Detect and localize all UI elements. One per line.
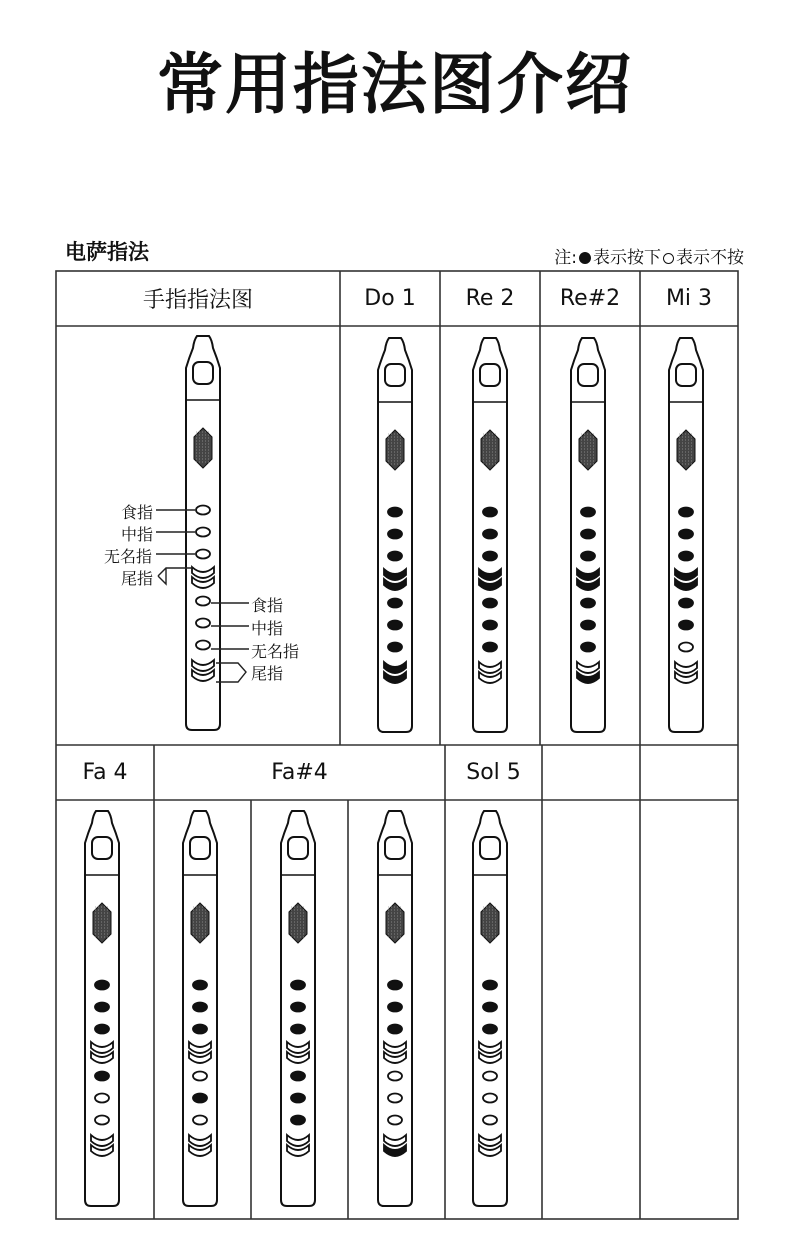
hole-closed-icon: [679, 530, 693, 539]
hole-closed-icon: [388, 599, 402, 608]
hole-closed-icon: [483, 1025, 497, 1034]
label-right-pinky: 尾指: [251, 664, 284, 683]
hole-closed-icon: [679, 599, 693, 608]
hole-open-icon: [388, 1072, 402, 1081]
hole-closed-icon: [679, 552, 693, 561]
header-guide: 手指指法图: [142, 288, 253, 313]
flute-sol5: [473, 811, 507, 1206]
hole-closed-icon: [388, 621, 402, 630]
hole-closed-icon: [193, 1094, 207, 1103]
hole-closed-icon: [193, 981, 207, 990]
hole-open-icon: [679, 643, 693, 652]
section-title: 电萨指法: [65, 240, 149, 264]
hole-closed-icon: [679, 508, 693, 517]
header-fa4: Fa 4: [82, 760, 128, 785]
hole-open-icon: [388, 1094, 402, 1103]
hole-closed-icon: [388, 508, 402, 517]
hole-closed-icon: [291, 1072, 305, 1081]
hole-closed-icon: [483, 530, 497, 539]
hole-closed-icon: [95, 1025, 109, 1034]
hole-closed-icon: [95, 981, 109, 990]
header-fa-sharp4: Fa#4: [271, 760, 328, 785]
hole-open-icon: [483, 1116, 497, 1125]
header-re2: Re 2: [465, 286, 515, 311]
header-empty-2: [640, 745, 738, 800]
hole-open-icon: [196, 619, 210, 628]
hole-closed-icon: [581, 643, 595, 652]
hole-closed-icon: [581, 621, 595, 630]
label-left-pinky: 尾指: [121, 569, 154, 588]
hole-closed-icon: [95, 1003, 109, 1012]
hole-open-icon: [196, 550, 210, 559]
hole-closed-icon: [483, 643, 497, 652]
hole-open-icon: [193, 1072, 207, 1081]
hole-open-icon: [196, 506, 210, 515]
legend-prefix: 注:: [554, 248, 577, 268]
flute-guide: [186, 336, 220, 730]
hole-open-icon: [388, 1116, 402, 1125]
header-mi3: Mi 3: [665, 286, 713, 311]
hole-open-icon: [483, 1094, 497, 1103]
hole-open-icon: [196, 528, 210, 537]
flute-do1: [378, 338, 412, 732]
header-sol5: Sol 5: [466, 760, 521, 785]
hole-closed-icon: [388, 981, 402, 990]
flute-fa4: [85, 811, 119, 1206]
header-re-sharp2: Re#2: [559, 286, 621, 311]
page-title: 常用指法图介绍: [157, 46, 633, 123]
hole-open-icon: [196, 641, 210, 650]
hole-open-icon: [196, 597, 210, 606]
hole-closed-icon: [193, 1025, 207, 1034]
hole-closed-icon: [291, 1025, 305, 1034]
hole-closed-icon: [193, 1003, 207, 1012]
hole-closed-icon: [581, 552, 595, 561]
hole-closed-icon: [291, 1003, 305, 1012]
label-left-ring: 无名指: [104, 547, 153, 566]
label-right-middle: 中指: [251, 619, 284, 638]
hole-closed-icon: [291, 1116, 305, 1125]
hole-open-icon: [95, 1116, 109, 1125]
label-right-ring: 无名指: [251, 642, 300, 661]
hole-open-icon: [193, 1116, 207, 1125]
hole-closed-icon: [483, 599, 497, 608]
flute-fa-sharp4-b: [281, 811, 315, 1206]
hole-closed-icon: [291, 981, 305, 990]
hole-closed-icon: [388, 643, 402, 652]
hole-closed-icon: [679, 621, 693, 630]
legend-open: 表示不按: [676, 248, 744, 268]
header-empty-1: [542, 745, 640, 800]
label-left-index: 食指: [121, 503, 154, 522]
flute-re-sharp2: [571, 338, 605, 732]
flute-fa-sharp4-a: [183, 811, 217, 1206]
hole-closed-icon: [581, 530, 595, 539]
hole-closed-icon: [483, 508, 497, 517]
hole-closed-icon: [483, 552, 497, 561]
hole-closed-icon: [388, 530, 402, 539]
hole-open-icon: [95, 1094, 109, 1103]
header-do1: Do 1: [364, 286, 416, 311]
hole-closed-icon: [95, 1072, 109, 1081]
hole-closed-icon: [291, 1094, 305, 1103]
hole-closed-icon: [388, 552, 402, 561]
hole-closed-icon: [388, 1003, 402, 1012]
flute-mi3: [669, 338, 703, 732]
hole-closed-icon: [581, 599, 595, 608]
hole-closed-icon: [483, 621, 497, 630]
flute-fa-sharp4-c: [378, 811, 412, 1206]
flute-re2: [473, 338, 507, 732]
label-left-middle: 中指: [121, 525, 154, 544]
hole-closed-icon: [483, 1003, 497, 1012]
hole-closed-icon: [581, 508, 595, 517]
label-right-index: 食指: [251, 596, 284, 615]
hole-open-icon: [483, 1072, 497, 1081]
legend-pressed: 表示按下: [593, 248, 661, 268]
hole-closed-icon: [483, 981, 497, 990]
hole-closed-icon: [388, 1025, 402, 1034]
